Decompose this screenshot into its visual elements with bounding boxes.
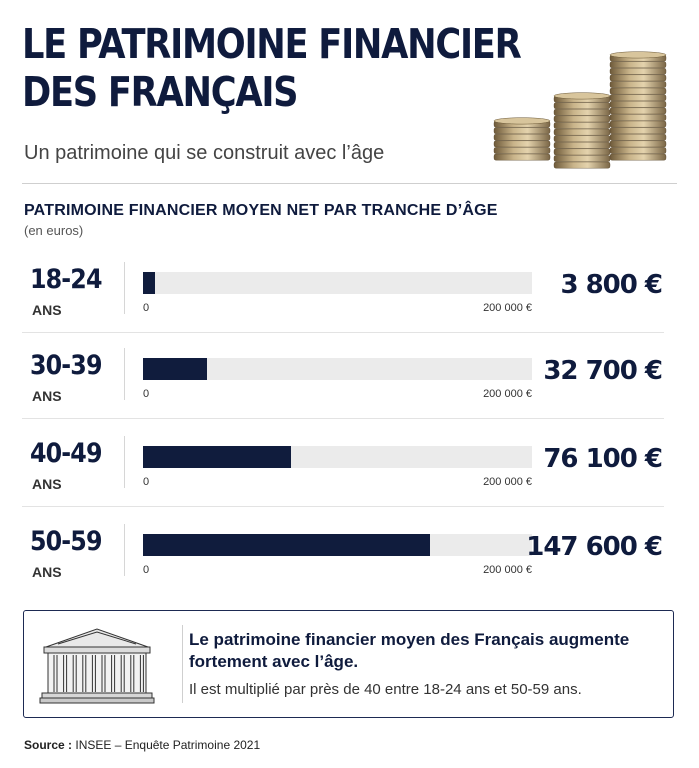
row-separator-line: [124, 436, 125, 488]
bar: [143, 272, 155, 294]
chart-row: [22, 262, 662, 346]
bar-track: [143, 534, 532, 556]
header-divider: [22, 183, 677, 184]
row-divider: [22, 332, 664, 333]
bank-building-icon: [38, 625, 156, 705]
age-unit-label: ANS: [32, 476, 62, 492]
callout-box: [23, 610, 674, 718]
title-line-1: LE PATRIMOINE FINANCIER: [22, 20, 521, 68]
tick-min-label: 0: [143, 388, 150, 400]
row-separator-line: [124, 262, 125, 314]
chart-row: [22, 348, 662, 432]
bar: [143, 358, 207, 380]
tick-min-label: 0: [143, 302, 150, 314]
bar-track: [143, 272, 532, 294]
page-title: [22, 20, 520, 116]
age-category-label: 18-24: [30, 264, 102, 295]
tick-max-label: 200 000 €: [483, 388, 532, 400]
chart-unit: (en euros): [24, 223, 84, 238]
data-label: 32 700 €: [543, 356, 662, 386]
tick-max-label: 200 000 €: [483, 476, 532, 488]
bar-track: [143, 358, 532, 380]
callout-body: Il est multiplié par près de 40 entre 18-24 ans et 50-59 ans.: [189, 681, 582, 698]
tick-max-label: 200 000 €: [483, 302, 532, 314]
callout-divider: [182, 625, 183, 703]
chart-row: [22, 436, 662, 520]
age-category-label: 50-59: [30, 526, 102, 557]
row-separator-line: [124, 348, 125, 400]
age-category-label: 40-49: [30, 438, 102, 469]
title-line-2: DES FRANÇAIS: [22, 68, 298, 116]
bar: [143, 534, 430, 556]
row-separator-line: [124, 524, 125, 576]
chart-row: [22, 524, 662, 608]
age-unit-label: ANS: [32, 388, 62, 404]
data-label: 3 800 €: [560, 270, 662, 300]
page-subtitle: Un patrimoine qui se construit avec l’âge: [24, 142, 385, 164]
source-text: INSEE – Enquête Patrimoine 2021: [75, 738, 261, 752]
data-label: 147 600 €: [526, 532, 662, 562]
source-label: Source :: [24, 738, 73, 752]
chart-title: PATRIMOINE FINANCIER MOYEN NET PAR TRANCHE D’ÂGE: [24, 202, 498, 219]
data-label: 76 100 €: [543, 444, 662, 474]
callout-headline: Le patrimoine financier moyen des Français augmente fortement avec l’âge.: [189, 630, 630, 671]
age-unit-label: ANS: [32, 302, 62, 318]
row-divider: [22, 418, 664, 419]
source-note: [24, 738, 260, 752]
coin-stacks-image: [492, 48, 692, 176]
age-unit-label: ANS: [32, 564, 62, 580]
tick-min-label: 0: [143, 476, 150, 488]
age-category-label: 30-39: [30, 350, 102, 381]
tick-min-label: 0: [143, 564, 150, 576]
bar: [143, 446, 291, 468]
bar-track: [143, 446, 532, 468]
tick-max-label: 200 000 €: [483, 564, 532, 576]
row-divider: [22, 506, 664, 507]
